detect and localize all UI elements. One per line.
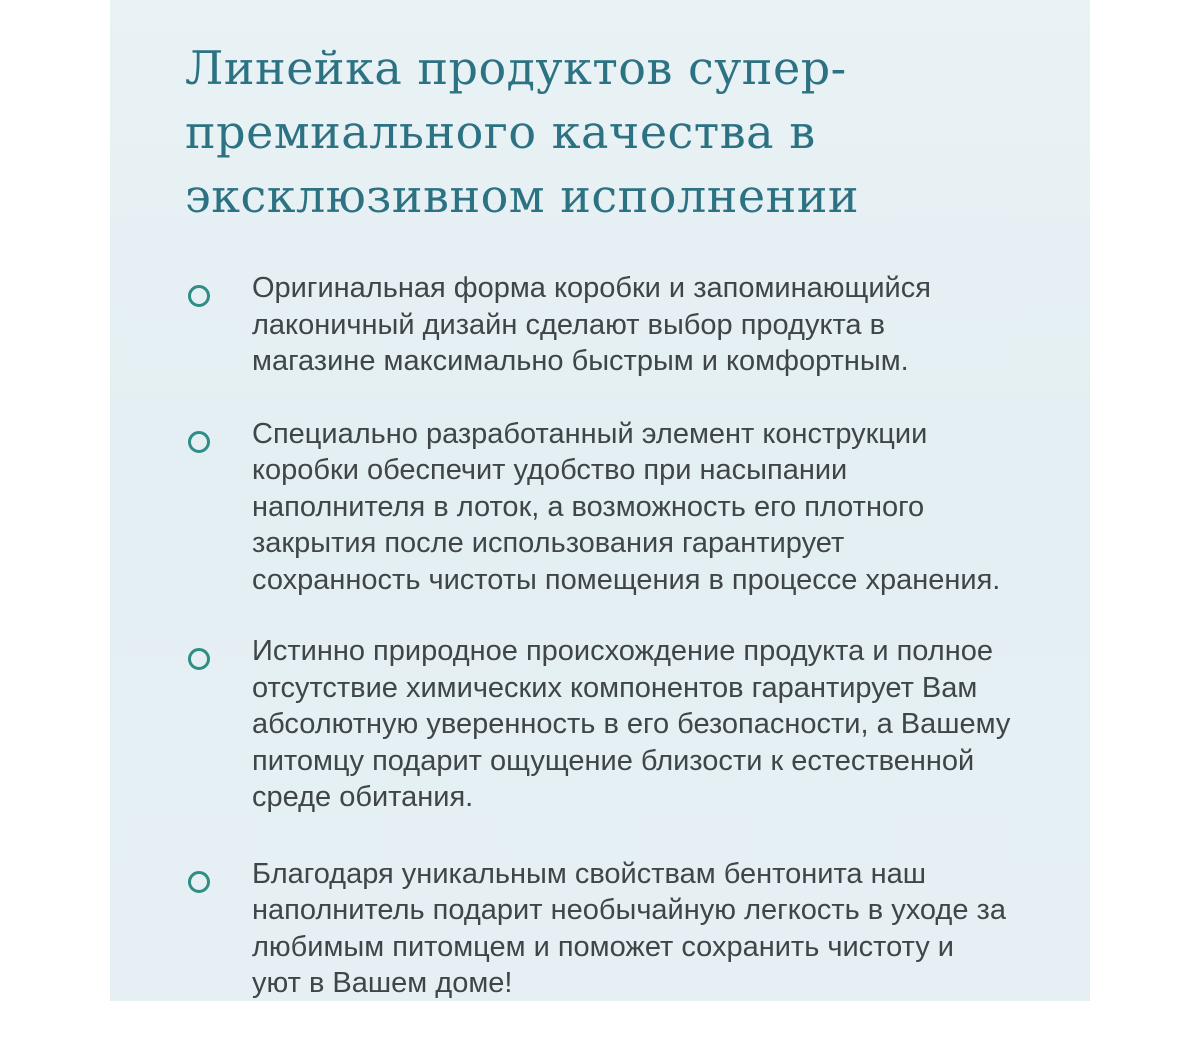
list-item — [185, 270, 1065, 380]
feature-text: Специально разработанный элемент конструкции коробки обеспечит удобство при насыпании наполнителя в лоток, а возможность его плотного закрытия после использования гарантирует сохранность чистоты помещения в процессе хранения. — [252, 417, 1001, 596]
feature-text: Истинно природное происхождение продукта и полное отсутствие химических компонентов гарантирует Вам абсолютную уверенность в его безопасности, а Вашему питомцу подарит ощущение близости к естественной среде обитания. — [252, 635, 1011, 813]
circle-outline-icon — [188, 871, 210, 893]
feature-text: Оригинальная форма коробки и запоминающийся лаконичный дизайн сделают выбор продукта в магазине максимально быстрым и комфортным. — [252, 272, 931, 377]
circle-outline-icon — [188, 648, 210, 670]
circle-outline-icon — [188, 285, 210, 307]
list-item — [185, 856, 1065, 1002]
feature-text: Благодаря уникальным свойствам бентонита наш наполнитель подарит необычайную легкость в уходе за любимым питомцем и поможет сохранить чистоту и уют в Вашем доме! — [252, 857, 1006, 999]
list-item — [185, 633, 1065, 816]
circle-outline-icon — [188, 431, 210, 453]
feature-list — [185, 270, 1065, 1038]
list-item — [185, 416, 1065, 599]
page-title: Линейка продуктов супер- премиального качества в эксклюзивном исполнении — [185, 41, 860, 223]
